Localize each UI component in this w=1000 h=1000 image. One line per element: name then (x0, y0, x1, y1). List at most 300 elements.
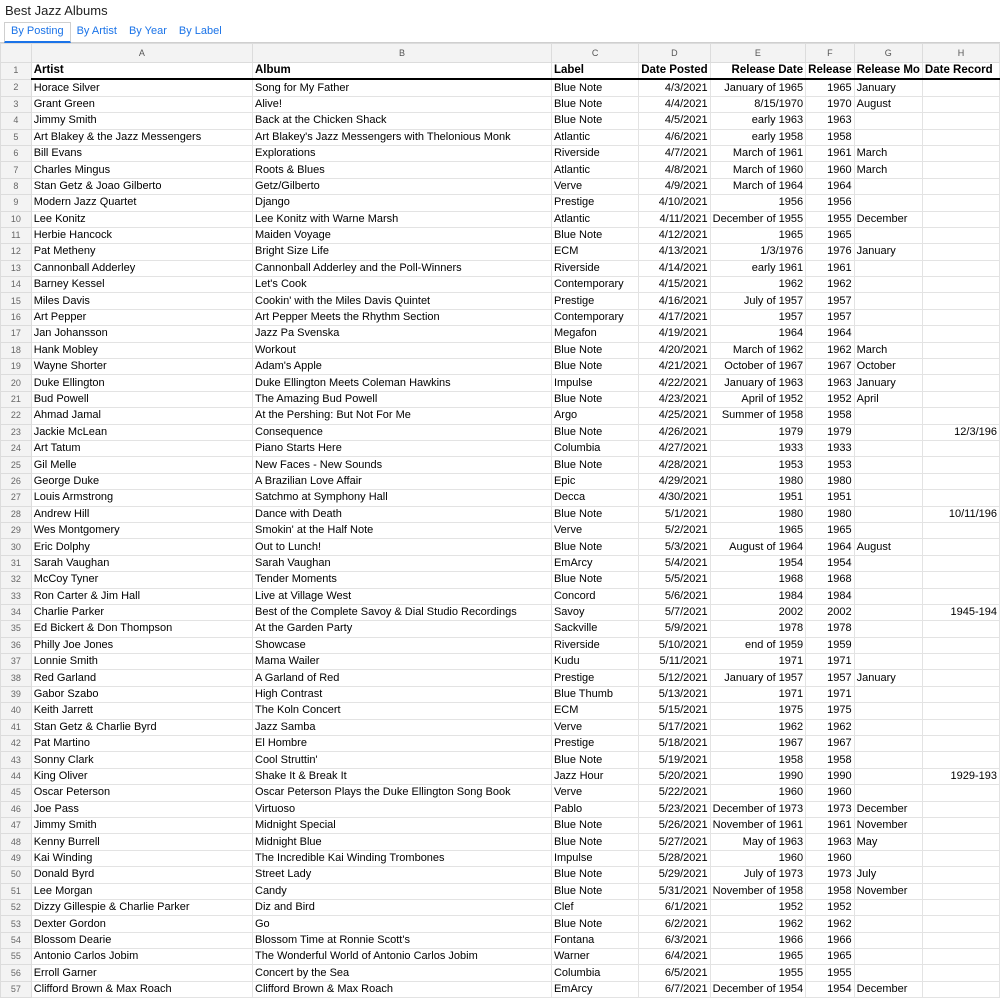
cell[interactable] (854, 686, 922, 702)
cell[interactable]: 1975 (806, 703, 854, 719)
cell[interactable]: 1953 (806, 457, 854, 473)
cell[interactable]: 4/14/2021 (639, 260, 710, 276)
cell[interactable]: Fontana (551, 932, 638, 948)
cell[interactable] (922, 719, 999, 735)
cell[interactable] (854, 408, 922, 424)
column-header-d[interactable]: D (639, 44, 710, 63)
cell[interactable]: Wayne Shorter (31, 359, 252, 375)
cell[interactable] (922, 162, 999, 178)
cell[interactable]: 1960 (710, 785, 806, 801)
cell[interactable] (922, 654, 999, 670)
cell[interactable]: 1951 (806, 490, 854, 506)
cell[interactable] (922, 326, 999, 342)
row-number[interactable]: 55 (1, 949, 32, 965)
cell[interactable]: 1973 (806, 801, 854, 817)
row-number[interactable]: 13 (1, 260, 32, 276)
cell[interactable]: 1965 (806, 949, 854, 965)
cell[interactable]: Blue Note (551, 752, 638, 768)
cell[interactable]: 5/11/2021 (639, 654, 710, 670)
cell[interactable] (922, 637, 999, 653)
cell[interactable]: 5/7/2021 (639, 604, 710, 620)
cell[interactable]: 1960 (806, 850, 854, 866)
cell[interactable]: 1958 (806, 408, 854, 424)
cell[interactable]: Donald Byrd (31, 867, 252, 883)
cell[interactable]: ECM (551, 244, 638, 260)
cell[interactable]: 5/2/2021 (639, 522, 710, 538)
tab-by-artist[interactable]: By Artist (76, 25, 117, 37)
cell[interactable]: 5/12/2021 (639, 670, 710, 686)
cell[interactable]: 1968 (710, 572, 806, 588)
cell[interactable]: 1961 (806, 817, 854, 833)
cell[interactable] (922, 539, 999, 555)
cell[interactable]: Columbia (551, 965, 638, 981)
cell[interactable]: Art Pepper Meets the Rhythm Section (253, 309, 552, 325)
cell[interactable]: early 1961 (710, 260, 806, 276)
cell[interactable] (922, 703, 999, 719)
cell[interactable] (922, 817, 999, 833)
row-number[interactable]: 46 (1, 801, 32, 817)
cell[interactable]: January (854, 79, 922, 96)
cell[interactable]: May of 1963 (710, 834, 806, 850)
cell[interactable]: High Contrast (253, 686, 552, 702)
cell[interactable]: July (854, 867, 922, 883)
cell[interactable]: 4/22/2021 (639, 375, 710, 391)
cell[interactable]: 1954 (806, 555, 854, 571)
cell[interactable]: 1971 (710, 686, 806, 702)
cell[interactable]: EmArcy (551, 555, 638, 571)
cell[interactable] (854, 588, 922, 604)
column-header-e[interactable]: E (710, 44, 806, 63)
cell[interactable]: 1968 (806, 572, 854, 588)
cell[interactable]: The Incredible Kai Winding Trombones (253, 850, 552, 866)
cell[interactable]: Django (253, 195, 552, 211)
cell[interactable]: Prestige (551, 736, 638, 752)
cell[interactable] (854, 440, 922, 456)
cell[interactable] (854, 932, 922, 948)
cell[interactable] (922, 457, 999, 473)
cell[interactable]: Out to Lunch! (253, 539, 552, 555)
cell[interactable]: Horace Silver (31, 79, 252, 96)
cell[interactable]: Gabor Szabo (31, 686, 252, 702)
cell[interactable]: Blue Note (551, 506, 638, 522)
cell[interactable]: 5/22/2021 (639, 785, 710, 801)
cell[interactable]: Sarah Vaughan (31, 555, 252, 571)
cell[interactable] (854, 113, 922, 129)
cell[interactable]: Getz/Gilberto (253, 178, 552, 194)
cell[interactable]: Showcase (253, 637, 552, 653)
cell[interactable]: Verve (551, 522, 638, 538)
cell[interactable]: July of 1973 (710, 867, 806, 883)
cell[interactable] (854, 621, 922, 637)
cell[interactable]: 4/28/2021 (639, 457, 710, 473)
cell[interactable] (854, 604, 922, 620)
cell[interactable]: Riverside (551, 145, 638, 161)
cell[interactable]: A Brazilian Love Affair (253, 473, 552, 489)
row-number[interactable]: 43 (1, 752, 32, 768)
cell[interactable]: Roots & Blues (253, 162, 552, 178)
cell[interactable]: Blue Note (551, 424, 638, 440)
cell[interactable]: 4/9/2021 (639, 178, 710, 194)
cell[interactable] (922, 899, 999, 915)
cell[interactable]: Pat Metheny (31, 244, 252, 260)
row-number[interactable]: 47 (1, 817, 32, 833)
cell[interactable] (922, 916, 999, 932)
cell[interactable] (854, 785, 922, 801)
cell[interactable]: 5/10/2021 (639, 637, 710, 653)
row-number[interactable]: 23 (1, 424, 32, 440)
cell[interactable] (922, 932, 999, 948)
cell[interactable] (854, 965, 922, 981)
cell[interactable]: Contemporary (551, 277, 638, 293)
row-number[interactable]: 12 (1, 244, 32, 260)
cell[interactable] (854, 490, 922, 506)
cell[interactable] (922, 96, 999, 112)
cell[interactable]: 1933 (710, 440, 806, 456)
cell[interactable] (854, 457, 922, 473)
cell[interactable]: Blue Note (551, 359, 638, 375)
cell[interactable] (854, 195, 922, 211)
cell[interactable]: Modern Jazz Quartet (31, 195, 252, 211)
row-number[interactable]: 37 (1, 654, 32, 670)
cell[interactable]: March of 1960 (710, 162, 806, 178)
row-number[interactable]: 38 (1, 670, 32, 686)
cell[interactable]: Impulse (551, 850, 638, 866)
row-number[interactable]: 57 (1, 981, 32, 997)
cell[interactable]: Adam's Apple (253, 359, 552, 375)
cell[interactable]: 10/11/196 (922, 506, 999, 522)
cell[interactable]: 6/5/2021 (639, 965, 710, 981)
cell[interactable]: Blue Note (551, 227, 638, 243)
cell[interactable]: ECM (551, 703, 638, 719)
cell[interactable]: 5/4/2021 (639, 555, 710, 571)
cell[interactable] (854, 654, 922, 670)
cell[interactable]: Argo (551, 408, 638, 424)
cell[interactable]: Ron Carter & Jim Hall (31, 588, 252, 604)
tab-by-label[interactable]: By Label (178, 25, 222, 37)
cell[interactable]: Prestige (551, 293, 638, 309)
cell[interactable]: Clifford Brown & Max Roach (31, 981, 252, 997)
cell[interactable]: 1954 (710, 555, 806, 571)
cell[interactable]: January (854, 375, 922, 391)
cell[interactable] (854, 473, 922, 489)
row-number[interactable]: 32 (1, 572, 32, 588)
cell[interactable]: 1964 (806, 326, 854, 342)
cell[interactable]: 5/26/2021 (639, 817, 710, 833)
cell[interactable]: 1958 (806, 129, 854, 145)
cell[interactable]: Dexter Gordon (31, 916, 252, 932)
cell[interactable]: Smokin' at the Half Note (253, 522, 552, 538)
cell[interactable]: December of 1973 (710, 801, 806, 817)
cell[interactable]: 1965 (806, 227, 854, 243)
cell[interactable]: 1958 (710, 752, 806, 768)
cell[interactable]: Art Tatum (31, 440, 252, 456)
cell[interactable]: 1957 (806, 293, 854, 309)
row-number[interactable]: 14 (1, 277, 32, 293)
cell[interactable] (922, 867, 999, 883)
cell[interactable]: 4/20/2021 (639, 342, 710, 358)
cell[interactable] (922, 981, 999, 997)
cell[interactable]: Blue Note (551, 916, 638, 932)
cell[interactable]: Concord (551, 588, 638, 604)
cell[interactable]: 1962 (710, 916, 806, 932)
cell[interactable]: Cookin' with the Miles Davis Quintet (253, 293, 552, 309)
cell[interactable]: Cannonball Adderley and the Poll-Winners (253, 260, 552, 276)
cell[interactable]: Blue Note (551, 457, 638, 473)
cell[interactable] (922, 473, 999, 489)
cell[interactable]: 1963 (806, 834, 854, 850)
cell[interactable]: 4/5/2021 (639, 113, 710, 129)
column-header-g[interactable]: G (854, 44, 922, 63)
cell[interactable]: Duke Ellington Meets Coleman Hawkins (253, 375, 552, 391)
cell[interactable]: December of 1954 (710, 981, 806, 997)
cell[interactable]: 5/19/2021 (639, 752, 710, 768)
cell[interactable]: 4/7/2021 (639, 145, 710, 161)
cell[interactable]: 1961 (806, 260, 854, 276)
column-header-c[interactable]: C (551, 44, 638, 63)
tab-by-year[interactable]: By Year (128, 25, 167, 37)
cell[interactable]: 1971 (806, 686, 854, 702)
row-number[interactable]: 30 (1, 539, 32, 555)
cell[interactable]: 2002 (710, 604, 806, 620)
cell[interactable]: Eric Dolphy (31, 539, 252, 555)
cell[interactable]: 1960 (806, 162, 854, 178)
cell[interactable]: Louis Armstrong (31, 490, 252, 506)
cell[interactable]: 1962 (710, 719, 806, 735)
cell[interactable]: Lonnie Smith (31, 654, 252, 670)
cell[interactable]: Explorations (253, 145, 552, 161)
cell[interactable]: 1958 (806, 752, 854, 768)
column-title[interactable]: Release Date (710, 63, 806, 80)
cell[interactable]: Piano Starts Here (253, 440, 552, 456)
row-number[interactable]: 50 (1, 867, 32, 883)
cell[interactable]: 5/20/2021 (639, 768, 710, 784)
cell[interactable]: The Koln Concert (253, 703, 552, 719)
row-number[interactable]: 41 (1, 719, 32, 735)
cell[interactable]: Diz and Bird (253, 899, 552, 915)
cell[interactable]: Best of the Complete Savoy & Dial Studio Recordings (253, 604, 552, 620)
cell[interactable]: New Faces - New Sounds (253, 457, 552, 473)
cell[interactable]: King Oliver (31, 768, 252, 784)
column-title[interactable]: Artist (31, 63, 252, 80)
cell[interactable] (854, 506, 922, 522)
cell[interactable] (854, 326, 922, 342)
cell[interactable]: 6/4/2021 (639, 949, 710, 965)
cell[interactable]: George Duke (31, 473, 252, 489)
cell[interactable]: 1962 (806, 277, 854, 293)
cell[interactable]: Prestige (551, 670, 638, 686)
cell[interactable]: 4/25/2021 (639, 408, 710, 424)
cell[interactable]: December (854, 801, 922, 817)
row-number[interactable]: 1 (1, 63, 32, 80)
row-number[interactable]: 36 (1, 637, 32, 653)
row-number[interactable]: 5 (1, 129, 32, 145)
cell[interactable]: Consequence (253, 424, 552, 440)
cell[interactable]: 5/29/2021 (639, 867, 710, 883)
cell[interactable]: Erroll Garner (31, 965, 252, 981)
cell[interactable]: 1957 (806, 670, 854, 686)
cell[interactable]: 1952 (710, 899, 806, 915)
cell[interactable]: Prestige (551, 195, 638, 211)
cell[interactable]: December (854, 981, 922, 997)
cell[interactable]: 1971 (806, 654, 854, 670)
row-number[interactable]: 53 (1, 916, 32, 932)
cell[interactable]: November (854, 883, 922, 899)
row-number[interactable]: 42 (1, 736, 32, 752)
row-number[interactable]: 56 (1, 965, 32, 981)
column-header-f[interactable]: F (806, 44, 854, 63)
cell[interactable] (922, 293, 999, 309)
cell[interactable]: Gil Melle (31, 457, 252, 473)
cell[interactable]: 1955 (710, 965, 806, 981)
cell[interactable] (922, 145, 999, 161)
cell[interactable]: 1963 (806, 113, 854, 129)
cell[interactable]: Sonny Clark (31, 752, 252, 768)
column-title[interactable]: Label (551, 63, 638, 80)
cell[interactable]: 4/13/2021 (639, 244, 710, 260)
cell[interactable]: At the Garden Party (253, 621, 552, 637)
row-number[interactable]: 6 (1, 145, 32, 161)
cell[interactable] (922, 359, 999, 375)
cell[interactable]: 1980 (806, 506, 854, 522)
cell[interactable]: 1957 (806, 309, 854, 325)
cell[interactable]: 1984 (806, 588, 854, 604)
cell[interactable]: 4/19/2021 (639, 326, 710, 342)
cell[interactable] (922, 309, 999, 325)
cell[interactable]: Blue Note (551, 113, 638, 129)
cell[interactable]: 1975 (710, 703, 806, 719)
cell[interactable]: January of 1963 (710, 375, 806, 391)
row-number[interactable]: 22 (1, 408, 32, 424)
cell[interactable]: 1990 (806, 768, 854, 784)
cell[interactable]: Pat Martino (31, 736, 252, 752)
cell[interactable]: Art Blakey & the Jazz Messengers (31, 129, 252, 145)
cell[interactable]: 5/9/2021 (639, 621, 710, 637)
cell[interactable] (854, 522, 922, 538)
cell[interactable] (854, 293, 922, 309)
row-number[interactable]: 3 (1, 96, 32, 112)
row-number[interactable]: 49 (1, 850, 32, 866)
cell[interactable]: Keith Jarrett (31, 703, 252, 719)
cell[interactable]: Decca (551, 490, 638, 506)
cell[interactable]: Bill Evans (31, 145, 252, 161)
cell[interactable]: Bud Powell (31, 391, 252, 407)
cell[interactable]: 8/15/1970 (710, 96, 806, 112)
cell[interactable]: Clef (551, 899, 638, 915)
cell[interactable]: 1979 (710, 424, 806, 440)
cell[interactable] (854, 178, 922, 194)
cell[interactable]: Wes Montgomery (31, 522, 252, 538)
cell[interactable]: 4/29/2021 (639, 473, 710, 489)
cell[interactable] (922, 555, 999, 571)
cell[interactable]: Blue Note (551, 539, 638, 555)
cell[interactable] (854, 850, 922, 866)
cell[interactable]: 6/2/2021 (639, 916, 710, 932)
spreadsheet-grid[interactable] (0, 43, 1000, 1000)
cell[interactable]: 5/17/2021 (639, 719, 710, 735)
cell[interactable]: 1958 (806, 883, 854, 899)
cell[interactable]: 5/18/2021 (639, 736, 710, 752)
cell[interactable] (854, 260, 922, 276)
row-number[interactable]: 26 (1, 473, 32, 489)
cell[interactable] (854, 572, 922, 588)
cell[interactable]: 2002 (806, 604, 854, 620)
cell[interactable]: Street Lady (253, 867, 552, 883)
cell[interactable] (922, 277, 999, 293)
cell[interactable]: July of 1957 (710, 293, 806, 309)
cell[interactable]: 5/5/2021 (639, 572, 710, 588)
cell[interactable] (854, 899, 922, 915)
row-number[interactable]: 2 (1, 79, 32, 96)
column-header-b[interactable]: B (253, 44, 552, 63)
row-number[interactable]: 27 (1, 490, 32, 506)
cell[interactable]: 4/26/2021 (639, 424, 710, 440)
column-title[interactable]: Album (253, 63, 552, 80)
row-number[interactable]: 24 (1, 440, 32, 456)
cell[interactable]: 1967 (806, 359, 854, 375)
row-number[interactable]: 31 (1, 555, 32, 571)
cell[interactable]: Stan Getz & Charlie Byrd (31, 719, 252, 735)
cell[interactable] (922, 785, 999, 801)
cell[interactable]: November of 1961 (710, 817, 806, 833)
cell[interactable]: 1967 (710, 736, 806, 752)
cell[interactable]: Verve (551, 178, 638, 194)
cell[interactable]: 1980 (806, 473, 854, 489)
cell[interactable]: 4/30/2021 (639, 490, 710, 506)
cell[interactable]: Epic (551, 473, 638, 489)
cell[interactable]: December (854, 211, 922, 227)
row-number[interactable]: 28 (1, 506, 32, 522)
cell[interactable]: 4/21/2021 (639, 359, 710, 375)
cell[interactable]: 5/31/2021 (639, 883, 710, 899)
cell[interactable]: 1962 (806, 719, 854, 735)
cell[interactable]: Ahmad Jamal (31, 408, 252, 424)
cell[interactable]: Bright Size Life (253, 244, 552, 260)
cell[interactable] (854, 424, 922, 440)
cell[interactable]: 1965 (806, 79, 854, 96)
cell[interactable]: Blossom Dearie (31, 932, 252, 948)
tab-by-posting[interactable]: By Posting (4, 22, 71, 43)
cell[interactable]: Hank Mobley (31, 342, 252, 358)
cell[interactable]: Maiden Voyage (253, 227, 552, 243)
cell[interactable]: Virtuoso (253, 801, 552, 817)
cell[interactable]: Blue Note (551, 96, 638, 112)
cell[interactable]: The Wonderful World of Antonio Carlos Jobim (253, 949, 552, 965)
cell[interactable] (922, 572, 999, 588)
cell[interactable] (922, 260, 999, 276)
cell[interactable] (854, 949, 922, 965)
row-number[interactable]: 18 (1, 342, 32, 358)
cell[interactable]: 1970 (806, 96, 854, 112)
cell[interactable]: January (854, 670, 922, 686)
cell[interactable]: Blue Note (551, 883, 638, 899)
cell[interactable]: Miles Davis (31, 293, 252, 309)
cell[interactable]: Lee Morgan (31, 883, 252, 899)
row-number[interactable]: 20 (1, 375, 32, 391)
cell[interactable]: Atlantic (551, 129, 638, 145)
cell[interactable]: 1955 (806, 211, 854, 227)
cell[interactable]: Warner (551, 949, 638, 965)
cell[interactable]: 5/27/2021 (639, 834, 710, 850)
cell[interactable]: Verve (551, 719, 638, 735)
cell[interactable]: Red Garland (31, 670, 252, 686)
select-all-corner[interactable] (1, 44, 32, 63)
column-header-a[interactable]: A (31, 44, 252, 63)
row-number[interactable]: 45 (1, 785, 32, 801)
cell[interactable]: Art Pepper (31, 309, 252, 325)
row-number[interactable]: 25 (1, 457, 32, 473)
cell[interactable]: Blue Note (551, 817, 638, 833)
cell[interactable]: August (854, 539, 922, 555)
